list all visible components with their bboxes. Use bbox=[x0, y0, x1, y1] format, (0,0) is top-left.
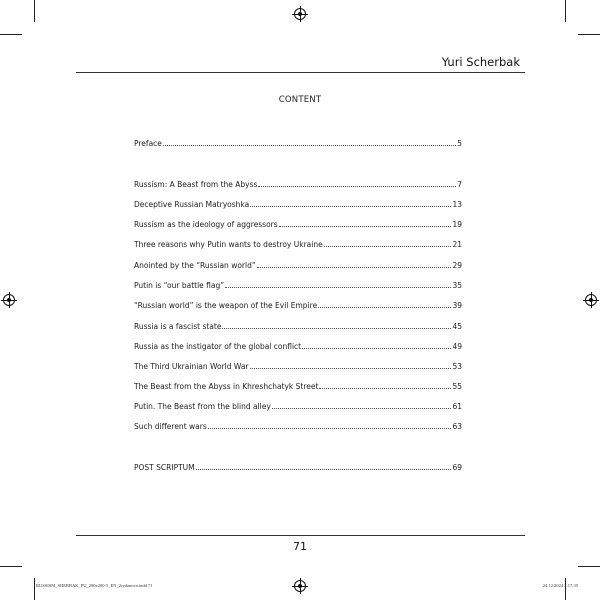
crop-mark bbox=[578, 34, 600, 35]
toc-entry[interactable] bbox=[134, 177, 462, 189]
registration-mark-icon bbox=[3, 294, 15, 306]
toc-entry-title: Such different wars bbox=[134, 422, 207, 431]
slug-timestamp: 24.12.2024 2:17:35 bbox=[542, 583, 578, 588]
crop-mark bbox=[34, 0, 35, 22]
toc-entry-title: Putin is “our battle flag” bbox=[134, 281, 225, 290]
toc-entry-title: Russism as the ideology of aggressors bbox=[134, 220, 278, 229]
toc-leader bbox=[196, 469, 452, 470]
toc-entry-page: 35 bbox=[452, 281, 462, 290]
toc-leader bbox=[250, 206, 451, 207]
toc-entry-page: 29 bbox=[452, 261, 462, 270]
toc-entry-page: 7 bbox=[457, 180, 462, 189]
crop-mark bbox=[34, 578, 35, 600]
toc-entry[interactable] bbox=[134, 136, 462, 148]
toc-entry-title: The Third Ukrainian World War bbox=[134, 362, 249, 371]
crop-mark bbox=[0, 566, 22, 567]
crop-mark bbox=[0, 34, 22, 35]
toc-entry-page: 53 bbox=[452, 362, 462, 371]
toc-entry[interactable] bbox=[134, 237, 462, 249]
toc-leader bbox=[257, 267, 452, 268]
toc-entry[interactable] bbox=[134, 298, 462, 310]
toc-entry[interactable] bbox=[134, 319, 462, 331]
toc-entry-page: 19 bbox=[452, 220, 462, 229]
toc-entry-page: 5 bbox=[457, 139, 462, 148]
toc-entry-page: 45 bbox=[452, 322, 462, 331]
toc-entry-page: 55 bbox=[452, 382, 462, 391]
toc-entry-title: The Beast from the Abyss in Khreshchatyk Street bbox=[134, 382, 319, 391]
toc-leader bbox=[258, 186, 456, 187]
toc-leader bbox=[250, 368, 452, 369]
page-number: 71 bbox=[293, 540, 307, 553]
registration-mark-icon bbox=[294, 580, 306, 592]
toc-leader bbox=[225, 287, 451, 288]
toc-leader bbox=[324, 246, 452, 247]
crop-mark bbox=[578, 566, 600, 567]
toc-leader bbox=[319, 388, 451, 389]
toc-entry-title: Anointed by the “Russian world” bbox=[134, 261, 256, 270]
toc-entry-title: Russism: A Beast from the Abyss bbox=[134, 180, 258, 189]
toc-entry-page: 69 bbox=[452, 463, 462, 472]
header-rule bbox=[76, 72, 525, 73]
toc-leader bbox=[163, 145, 456, 146]
toc-leader bbox=[272, 408, 452, 409]
toc-entry-page: 63 bbox=[452, 422, 462, 431]
toc-leader bbox=[318, 307, 451, 308]
footer-rule bbox=[76, 535, 525, 536]
toc-entry-title: Three reasons why Putin wants to destroy Ukraine bbox=[134, 240, 323, 249]
toc-entry-page: 61 bbox=[452, 402, 462, 411]
toc-entry-title: Russia as the instigator of the global conflict bbox=[134, 342, 302, 351]
toc-entry-title: “Russian world” is the weapon of the Evil Empire bbox=[134, 301, 318, 310]
toc-entry-page: 49 bbox=[452, 342, 462, 351]
toc-entry-page: 13 bbox=[452, 200, 462, 209]
toc-entry[interactable] bbox=[134, 278, 462, 290]
toc-entry[interactable] bbox=[134, 359, 462, 371]
toc-entry[interactable] bbox=[134, 399, 462, 411]
toc-entry[interactable] bbox=[134, 197, 462, 209]
toc-entry[interactable] bbox=[134, 379, 462, 391]
toc-entry[interactable] bbox=[134, 258, 462, 270]
toc-leader bbox=[222, 328, 451, 329]
page-title: CONTENT bbox=[278, 95, 322, 105]
crop-mark bbox=[565, 0, 566, 22]
registration-mark-icon bbox=[585, 294, 597, 306]
toc-entry-title: POST SCRIPTUM bbox=[134, 463, 195, 472]
running-header-author: Yuri Scherbak bbox=[441, 55, 520, 69]
toc-entry[interactable] bbox=[134, 339, 462, 351]
toc-entry-page: 39 bbox=[452, 301, 462, 310]
toc-leader bbox=[279, 226, 452, 227]
toc-leader bbox=[208, 428, 452, 429]
toc-entry-title: Putin. The Beast from the blind alley bbox=[134, 402, 271, 411]
crop-mark bbox=[565, 578, 566, 600]
toc-entry-title: Deceptive Russian Matryoshka bbox=[134, 200, 250, 209]
toc-leader bbox=[302, 348, 451, 349]
toc-entry[interactable] bbox=[134, 460, 462, 472]
toc-entry[interactable] bbox=[134, 419, 462, 431]
toc-entry-page: 21 bbox=[452, 240, 462, 249]
toc-entry[interactable] bbox=[134, 217, 462, 229]
slug-filename: RUSSISM_SHERBAK_PU_200x200-5_EN_2rydanova.indd 71 bbox=[36, 583, 153, 588]
toc-entry-title: Russia is a fascist state bbox=[134, 322, 222, 331]
toc-entry-title: Preface bbox=[134, 139, 162, 148]
registration-mark-icon bbox=[294, 8, 306, 20]
